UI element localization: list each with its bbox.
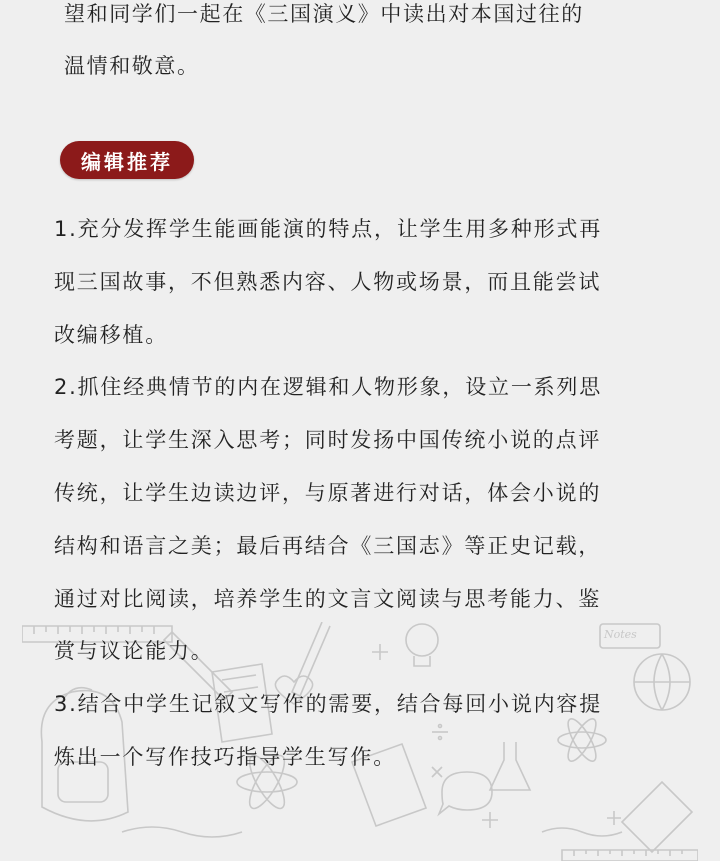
- recommendation-content: [54, 203, 674, 784]
- intro-paragraph: [64, 0, 664, 92]
- content-line: 通过对比阅读，培养学生的文言文阅读与思考能力、鉴: [54, 586, 602, 611]
- content-line: 考题，让学生深入思考；同时发扬中国传统小说的点评: [54, 428, 602, 453]
- content-line: 赏与议论能力。: [54, 639, 214, 664]
- content-line: 现三国故事，不但熟悉内容、人物或场景，而且能尝试: [54, 269, 602, 294]
- notes-doodle-label: Notes: [604, 628, 637, 641]
- content-line: 2.抓住经典情节的内在逻辑和人物形象，设立一系列思: [54, 375, 603, 400]
- content-line: 结构和语言之美；最后再结合《三国志》等正史记载，: [54, 533, 602, 558]
- content-line: 炼出一个写作技巧指导学生写作。: [54, 744, 396, 769]
- intro-line: 温情和敬意。: [64, 54, 200, 78]
- content-line: 1.充分发挥学生能画能演的特点，让学生用多种形式再: [54, 217, 603, 241]
- section-badge: 编辑推荐: [60, 141, 194, 179]
- intro-line: 望和同学们一起在《三国演义》中读出对本国过往的: [64, 2, 584, 26]
- content-line: 传统，让学生边读边评，与原著进行对话，体会小说的: [54, 480, 602, 505]
- content-line: 改编移植。: [54, 322, 168, 347]
- content-line: 3.结合中学生记叙文写作的需要，结合每回小说内容提: [54, 692, 603, 717]
